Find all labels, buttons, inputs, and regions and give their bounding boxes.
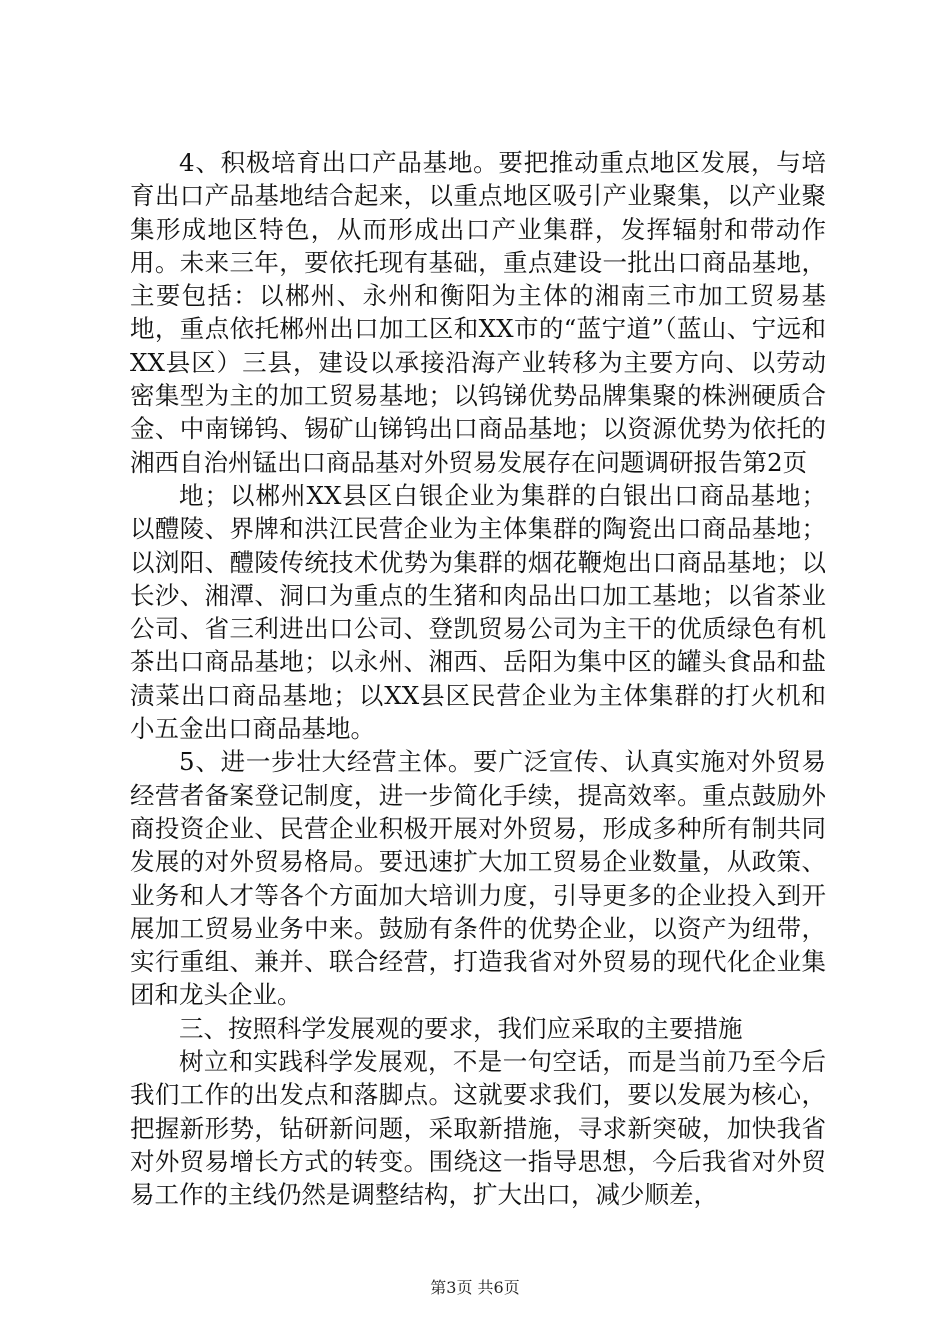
paragraph-scientific-development: 树立和实践科学发展观，不是一句空话，而是当前乃至今后我们工作的出发点和落脚点。这就要求我们，要以发展为核心，把握新形势，钻研新问题，采取新措施，寻求新突破，加快我省对外贸易增长方式的转变。围绕这一指导思想，今后我省对外贸易工作的主线仍然是调整结构，扩大出口，减少顺差， [130,1047,826,1210]
paragraph-export-bases: 4、积极培育出口产品基地。要把推动重点地区发展，与培育出口产品基地结合起来，以重点地区吸引产业聚集，以产业聚集形成地区特色，从而形成出口产业集群，发挥辐射和带动作用。未来三年，要依托现有基础，重点建设一批出口商品基地，主要包括：以郴州、永州和衡阳为主体的湘南三市加工贸易基地，重点依托郴州出口加工区和XX市的“蓝宁道”（蓝山、宁远和XX县区）三县，建设以承接沿海产业转移为主要方向、以劳动密集型为主的加工贸易基地；以钨锑优势品牌集聚的株洲硬质合金、中南锑钨、锡矿山锑钨出口商品基地；以资源优势为依托的湘西自治州锰出口商品基对外贸易发展存在问题调研报告第2页 [130,148,826,477]
page-footer [0,1278,950,1298]
document-body [130,146,826,1212]
page-number-label: 第3页 共6页 [430,1278,520,1297]
paragraph-export-bases-continued: 地；以郴州XX县区白银企业为集群的白银出口商品基地；以醴陵、界牌和洪江民营企业为主体集群的陶瓷出口商品基地；以浏阳、醴陵传统技术优势为集群的烟花鞭炮出口商品基地；以长沙、湘潭、洞口为重点的生猪和肉品出口加工基地；以省茶业公司、省三利进出口公司、登凯贸易公司为主干的优质绿色有机茶出口商品基地；以永州、湘西、岳阳为集中区的罐头食品和盐渍菜出口商品基地；以XX县区民营企业为主体集群的打火机和小五金出口商品基地。 [130,480,826,744]
section-heading-measures: 三、按照科学发展观的要求，我们应采取的主要措施 [179,1013,743,1043]
paragraph-business-entities: 5、进一步壮大经营主体。要广泛宣传、认真实施对外贸易经营者备案登记制度，进一步简化手续，提高效率。重点鼓励外商投资企业、民营企业积极开展对外贸易，形成多种所有制共同发展的对外贸易格局。要迅速扩大加工贸易企业数量，从政策、业务和人才等各个方面加大培训力度，引导更多的企业投入到开展加工贸易业务中来。鼓励有条件的优势企业，以资产为纽带，实行重组、兼并、联合经营，打造我省对外贸易的现代化企业集团和龙头企业。 [130,747,826,1010]
